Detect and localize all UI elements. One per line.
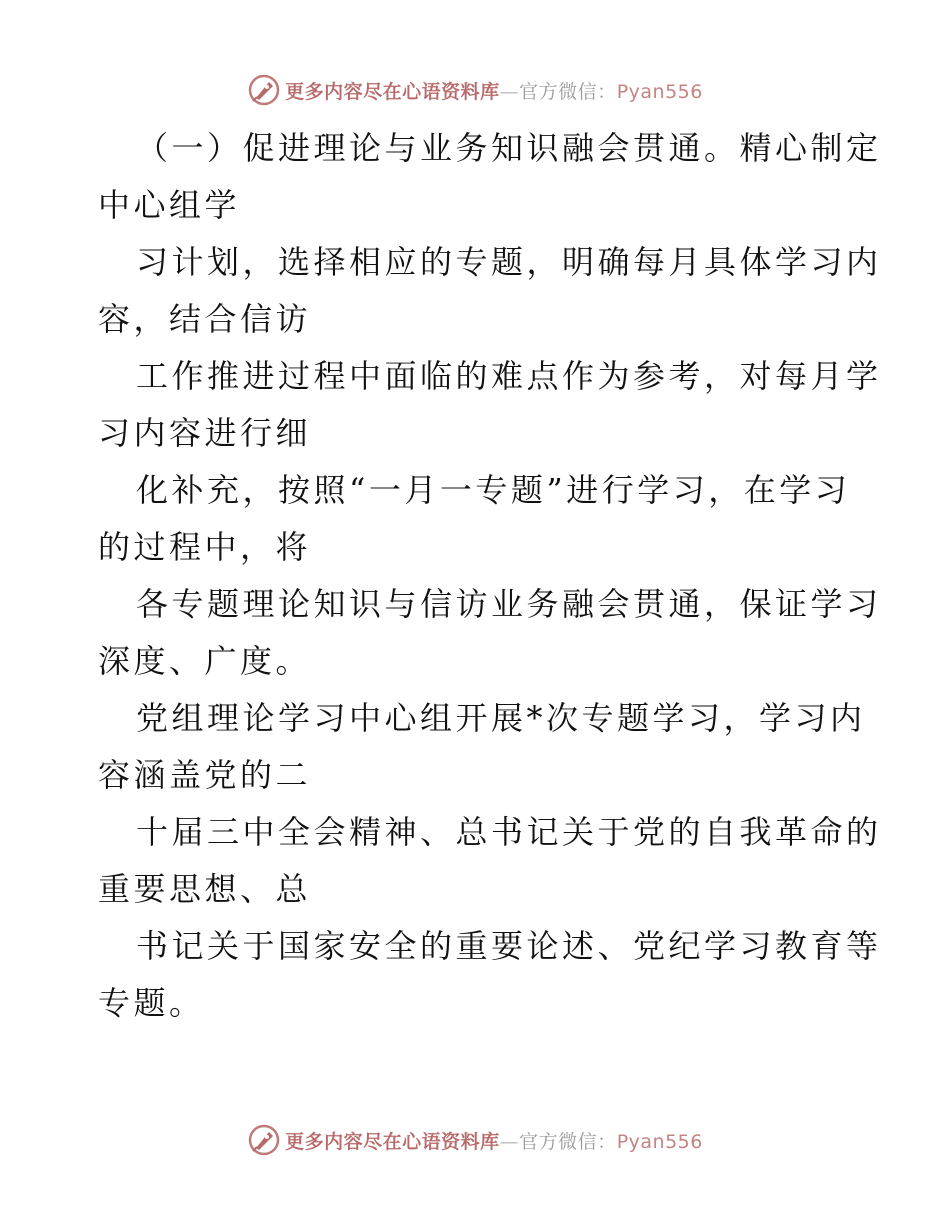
footer-watermark xyxy=(0,1120,950,1160)
paragraph-line: 深度、广度。 xyxy=(98,642,312,680)
paragraph xyxy=(98,804,882,918)
paragraph-line: 重要思想、总 xyxy=(98,870,312,908)
paragraph-line: 习计划，选择相应的专题，明确每月具体学习内 xyxy=(136,243,882,281)
watermark-wechat-id: Pyan556 xyxy=(616,80,703,103)
watermark-site-name: 更多内容尽在心语资料库 xyxy=(285,80,500,103)
paragraph xyxy=(98,690,866,804)
paragraph xyxy=(98,462,858,576)
paragraph-line: 党组理论学习中心组开展*次专题学习，学习内 xyxy=(136,699,866,737)
paragraph-line: 工作推进过程中面临的难点作为参考，对每月学 xyxy=(136,357,882,395)
paragraph xyxy=(98,576,882,690)
paragraph-line: 各专题理论知识与信访业务融会贯通，保证学习 xyxy=(136,585,882,623)
paragraph xyxy=(98,348,882,462)
watermark-site-name: 更多内容尽在心语资料库 xyxy=(285,1130,500,1153)
watermark-dash: — xyxy=(499,80,520,103)
watermark-wechat-id: Pyan556 xyxy=(616,1130,703,1153)
watermark-wechat-label: 官方微信： xyxy=(519,1130,617,1153)
paragraph xyxy=(98,918,882,1032)
paragraph-line: 十届三中全会精神、总书记关于党的自我革命的 xyxy=(136,813,882,851)
watermark-text xyxy=(285,1127,703,1154)
paragraph-line: 专题。 xyxy=(98,984,205,1022)
paragraph-line: 化补充，按照“一月一专题”进行学习，在学习 xyxy=(136,471,851,509)
paragraph-line: 中心组学 xyxy=(98,186,241,224)
paragraph xyxy=(98,234,882,348)
paragraph-line: 容，结合信访 xyxy=(98,300,312,338)
header-watermark xyxy=(0,70,950,110)
paragraph-line: 习内容进行细 xyxy=(98,414,312,452)
pen-nib-logo-icon xyxy=(247,1123,281,1157)
watermark-text xyxy=(285,77,703,104)
paragraph-line: 容涵盖党的二 xyxy=(98,756,312,794)
watermark-wechat-label: 官方微信： xyxy=(519,80,617,103)
pen-nib-logo-icon xyxy=(247,73,281,107)
paragraph xyxy=(98,120,882,234)
paragraph-line: （一）促进理论与业务知识融会贯通。精心制定 xyxy=(136,129,882,167)
paragraph-line: 书记关于国家安全的重要论述、党纪学习教育等 xyxy=(136,927,882,965)
document-body xyxy=(98,120,882,1032)
paragraph-line: 的过程中，将 xyxy=(98,528,312,566)
watermark-dash: — xyxy=(499,1130,520,1153)
